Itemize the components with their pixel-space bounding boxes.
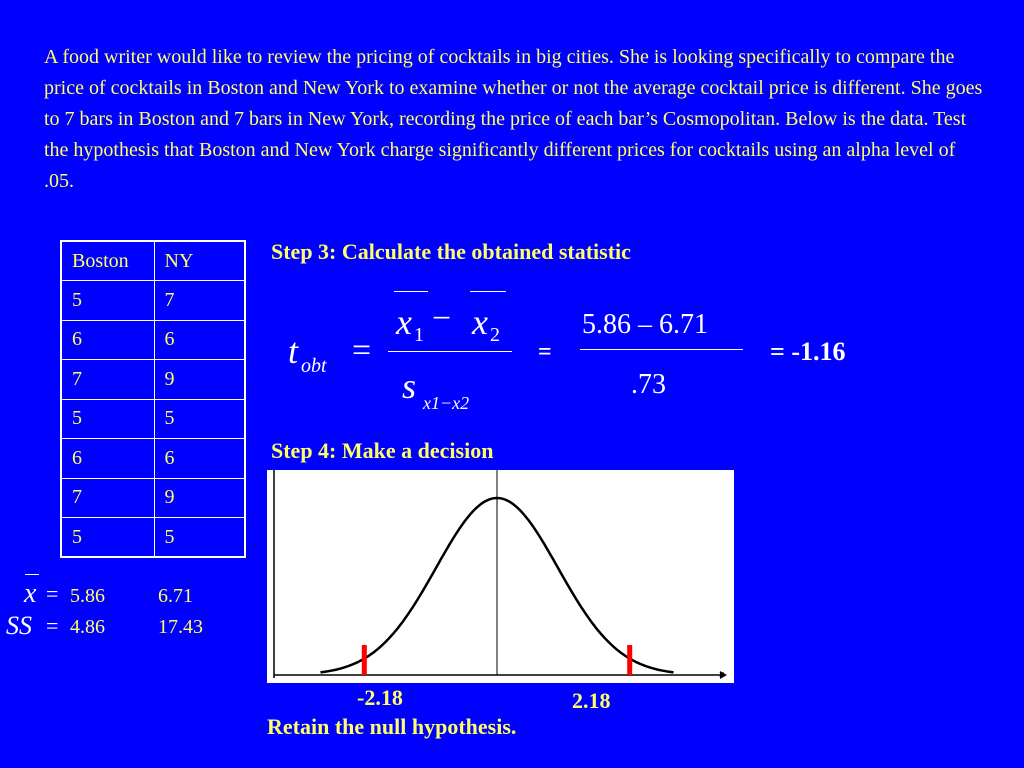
table-row — [61, 399, 245, 439]
mean-boston: 5.86 — [70, 585, 105, 607]
x1-bar — [394, 291, 428, 292]
formula-equals: = — [352, 332, 372, 369]
minus-sign: − — [432, 300, 452, 337]
x-axis-label: x — [719, 670, 725, 680]
ss-boston: 4.86 — [70, 616, 105, 638]
cell-ny: 7 — [154, 281, 245, 321]
problem-statement: A food writer would like to review the pricing of cocktails in big cities. She is looking specifically to compare the price of cocktails in Boston and New York to examine whether or not the average cocktail price is different. She goes to 7 bars in Boston and 7 bars in New York, recording the price of each bar’s Cosmopolitan. Below is the data. Test the hypothesis that Boston and New York charge significantly different prices for cocktails using an alpha level of .05. — [44, 46, 983, 192]
step4-heading: Step 4: Make a decision — [271, 438, 494, 463]
cell-ny: 5 — [154, 399, 245, 439]
table-row — [61, 320, 245, 360]
t-symbol: t — [288, 331, 299, 371]
t-subscript: obt — [301, 355, 327, 377]
table-row — [61, 518, 245, 558]
cell-ny: 5 — [154, 518, 245, 558]
cell-boston: 5 — [61, 518, 154, 558]
table-row — [61, 360, 245, 400]
mean-equals: = — [46, 581, 59, 606]
cell-boston: 6 — [61, 320, 154, 360]
table-row — [61, 478, 245, 518]
decision-text: Retain the null hypothesis. — [267, 714, 517, 739]
mean-symbol: x — [24, 578, 37, 609]
s-symbol: s — [402, 366, 417, 406]
cell-boston: 7 — [61, 360, 154, 400]
cell-ny: 9 — [154, 478, 245, 518]
critical-label-right: 2.18 — [572, 688, 611, 713]
data-table — [60, 240, 246, 558]
table-header-row — [61, 241, 245, 281]
cell-boston: 5 — [61, 399, 154, 439]
critical-marker-left — [362, 645, 367, 675]
x1-symbol: x — [396, 302, 412, 342]
ss-ny: 17.43 — [158, 616, 203, 638]
fraction-bar — [388, 351, 512, 352]
ss-equals: = — [46, 613, 59, 638]
table-row — [61, 439, 245, 479]
t-result: = -1.16 — [770, 337, 846, 366]
x1-subscript: 1 — [414, 324, 424, 346]
denominator-value: .73 — [631, 369, 666, 400]
cell-ny: 9 — [154, 360, 245, 400]
mean-bar — [25, 574, 39, 575]
numerator-value: 5.86 – 6.71 — [582, 309, 708, 340]
numeric-fraction-bar — [580, 349, 743, 350]
distribution-chart — [267, 470, 734, 683]
column-header-ny: NY — [154, 241, 245, 281]
distribution-plot — [267, 470, 734, 683]
cell-boston: 7 — [61, 478, 154, 518]
table-row — [61, 281, 245, 321]
critical-label-left: -2.18 — [357, 685, 403, 710]
critical-marker-right — [627, 645, 632, 675]
x2-bar — [470, 291, 506, 292]
equals-sign-2: = — [538, 339, 552, 365]
ss-symbol: SS — [6, 611, 32, 640]
cell-ny: 6 — [154, 439, 245, 479]
x2-symbol: x — [472, 302, 488, 342]
column-header-boston: Boston — [61, 241, 154, 281]
step3-heading: Step 3: Calculate the obtained statistic — [271, 239, 631, 264]
x2-subscript: 2 — [490, 324, 500, 346]
cell-boston: 5 — [61, 281, 154, 321]
cell-ny: 6 — [154, 320, 245, 360]
s-subscript: x1−x2 — [423, 393, 470, 413]
cell-boston: 6 — [61, 439, 154, 479]
mean-ny: 6.71 — [158, 585, 193, 607]
